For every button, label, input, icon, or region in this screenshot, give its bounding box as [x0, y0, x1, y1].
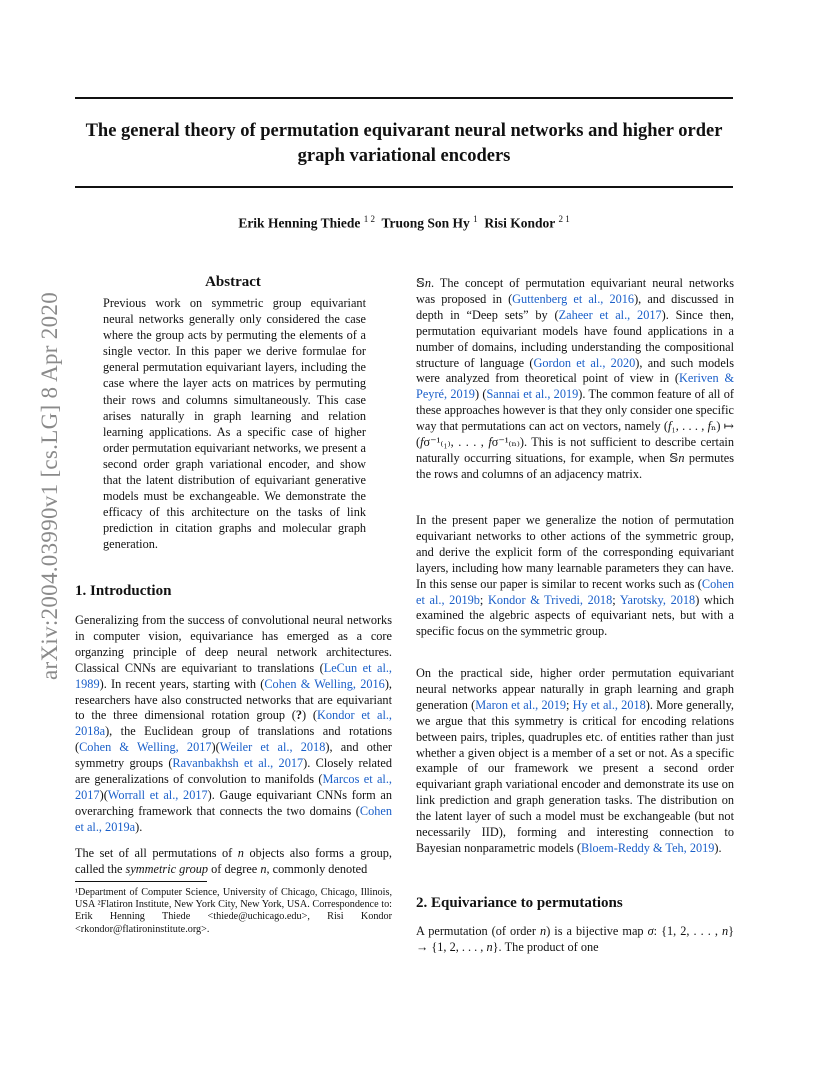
intro-paragraph-2: The set of all permutations of n objects also forms a group, called the symmetric group of degree n, commonly denoted — [75, 846, 392, 876]
math-symbol: f — [488, 435, 492, 450]
author-list — [75, 214, 733, 232]
math-symbol: n — [424, 276, 432, 290]
math-symbol: n — [260, 861, 267, 876]
math-symbol: f — [668, 419, 672, 434]
citation-link[interactable]: Worrall et al., 2017 — [107, 787, 208, 802]
citation-link[interactable]: Kondor & Trivedi, 2018 — [487, 592, 613, 607]
intro-heading: 1. Introduction — [75, 583, 172, 599]
math-symbol: f — [707, 419, 711, 434]
citation-link[interactable]: Hy et al., 2018 — [572, 697, 646, 712]
citation-link[interactable]: Gordon et al., 2020 — [533, 355, 636, 370]
citation-link[interactable]: Sannai et al., 2019 — [486, 387, 579, 402]
unresolved-reference: ? — [295, 708, 303, 723]
math-symbol: n — [486, 939, 493, 954]
citation-link[interactable]: Cohen & Welling, 2017 — [79, 740, 212, 755]
citation-link[interactable]: Cohen et al., 2019b — [416, 576, 734, 607]
right-paragraph-2: In the present paper we generalize the notion of permutation equivariant networks to other actions of the symmetric group, and derive the explicit form of the corresponding equivariant layers, including how many learnable parameters they can have. In this sense our paper is similar to recent works such as (Cohen et al., 2019b; Kondor & Trivedi, 2018; Yarotsky, 2018) which examined the algebric aspects of equivariant nets, but with a specific focus on the symmetric group. — [416, 513, 734, 639]
top-rule — [75, 97, 733, 99]
math-symbol: σ — [647, 924, 654, 938]
citation-link[interactable]: Cohen et al., 2019a — [75, 803, 392, 834]
author-name: Risi Kondor — [484, 215, 556, 231]
math-symbol: symmetric group — [125, 861, 209, 876]
citation-link[interactable]: Bloem-Reddy & Teh, 2019 — [580, 840, 715, 855]
citation-link[interactable]: Keriven & Peyré, 2019 — [416, 371, 735, 402]
section-2-paragraph-1: A permutation (of order n) is a bijective map σ: {1, 2, . . . , n} → {1, 2, . . . , n}. The product of one — [416, 924, 734, 954]
affiliation-footnote: ¹Department of Computer Science, University of Chicago, Chicago, Illinois, USA ²Flatiron Institute, New York City, New York, USA. Correspondence to: Erik Henning Thiede <thiede@uchicago.edu>, Risi Kondor <rkondor@flatironinstitute.org>. — [75, 887, 392, 935]
citation-link[interactable]: Cohen & Welling, 2016 — [264, 676, 385, 691]
citation-link[interactable]: Marcos et al., 2017 — [75, 772, 392, 802]
right-paragraph-3: On the practical side, higher order permutation equivariant neural networks appear naturally in graph learning and graph generation (Maron et al., 2019; Hy et al., 2018). More generally, we argue that this symmetry is critical for encoding relations between pairs, triples, quadruples etc. of entities rather than just whether a given object is a member of a set or not. As a specific example of our framework we present a second order equivariant graph variational encoder and demonstrate its use on link prediction and graph generation tasks. The distribution on the latent layer of such a model must be exchangeable (but not necessarily IID), forming and interesting connection to Bayesian nonparametric models (Bloem-Reddy & Teh, 2019). — [416, 666, 734, 855]
citation-link[interactable]: Zaheer et al., 2017 — [558, 307, 662, 322]
math-symbol: f — [420, 435, 424, 450]
math-symbol: n — [721, 924, 729, 938]
citation-link[interactable]: Yarotsky, 2018 — [619, 592, 696, 607]
intro-paragraph-1: Generalizing from the success of convolutional neural networks in computer vision, equivariance has emerged as a core organzing principle of deep neural network architectures. Classical CNNs are equivariant to translations (LeCun et al., 1989). In recent years, starting with (Cohen & Welling, 2016), researchers have also constructed networks that are equivariant to the three dimensional rotation group (?) (Kondor et al., 2018a), the Euclidean group of translations and rotations (Cohen & Welling, 2017)(Weiler et al., 2018), and other symmetry groups (Ravanbakhsh et al., 2017). Closely related are generalizations of convolution to manifolds (Marcos et al., 2017)(Worrall et al., 2017). Gauge equivariant CNNs form an overarching framework that connects the two domains (Cohen et al., 2019a). — [75, 613, 393, 834]
author-affiliation: 1 — [473, 214, 478, 224]
footnote-rule — [75, 881, 207, 882]
abstract-body: Previous work on symmetric group equivariant neural networks generally only considered the case where the group acts by permuting the elements of a single vector. In this paper we derive formulae for general permutation equivariant layers, including the case where the layer acts on matrices by permuting their rows and columns simultaneously. This case arises naturally in graph learning and relation learning applications. As a specific case of higher order permutation equivariant networks, we present a second order graph variational encoder, and show that the latent distribution of equivariant generative models must be exchangeable. We demonstrate the efficacy of this architecture on the tasks of link prediction in citation graphs and molecular graph generation. — [103, 296, 366, 552]
citation-link[interactable]: Weiler et al., 2018 — [219, 740, 326, 755]
author-affiliation: 2 1 — [558, 214, 570, 224]
math-symbol: n — [678, 450, 685, 465]
math-symbol: n — [237, 846, 244, 860]
right-paragraph-1: 𝕊n. The concept of permutation equivariant neural networks was proposed in (Guttenberg et al., 2016), and discussed in depth in “Deep sets” by (Zaheer et al., 2017). Since then, permutation equivariant models have found applications in a number of domains, including understanding the compositional structure of language (Gordon et al., 2020), and such models were analyzed from theoretical point of view in (Keriven & Peyré, 2019) (Sannai et al., 2019). The common feature of all of these approaches however is that they only consider one specific way that permutations can act on vectors, namely (f₁, . . . , fₙ) ↦ (fσ⁻¹₍₁₎, . . . , fσ⁻¹₍ₙ₎). This is not sufficient to describe certain naturally occurring situations, for example, when 𝕊n permutes the rows and columns of an adjacency matrix. — [416, 276, 735, 481]
citation-link[interactable]: Ravanbakhsh et al., 2017 — [172, 756, 304, 771]
section-2-heading: 2. Equivariance to permutations — [416, 895, 623, 911]
citation-link[interactable]: Maron et al., 2019 — [475, 697, 567, 712]
author-name: Truong Son Hy — [381, 215, 470, 231]
citation-link[interactable]: LeCun et al., 1989 — [75, 660, 393, 691]
abstract-heading: Abstract — [205, 274, 261, 290]
title-bottom-rule — [75, 186, 733, 188]
math-symbol: n — [540, 924, 547, 938]
paper-title: The general theory of permutation equivarant neural networks and higher order graph variational encoders — [85, 121, 723, 166]
citation-link[interactable]: Guttenberg et al., 2016 — [512, 291, 635, 306]
arxiv-identifier: arXiv:2004.03990v1 [cs.LG] 8 Apr 2020 — [37, 292, 62, 680]
citation-link[interactable]: Kondor et al., 2018a — [75, 708, 393, 739]
author-name: Erik Henning Thiede — [238, 215, 361, 231]
author-affiliation: 1 2 — [363, 214, 375, 224]
